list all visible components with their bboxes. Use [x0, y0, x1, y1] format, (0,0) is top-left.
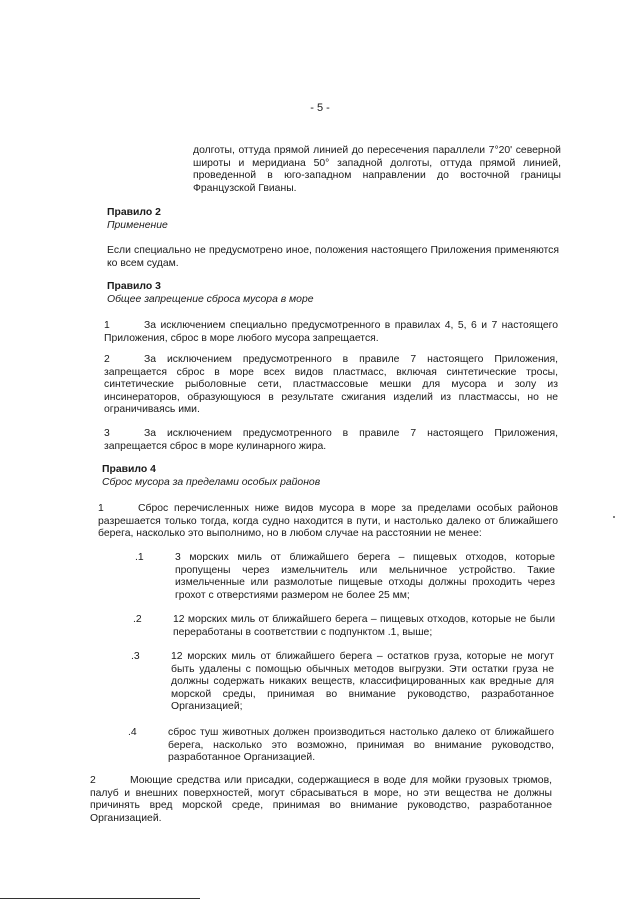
rule3-title: Правило 3 [107, 281, 161, 292]
rule4-subitem-1-text: 3 морских миль от ближайшего берега – пищевых отходов, которые пропущены через измельчитель или мельничное устройство. Такие измельченные или размолотые пищевые отходы должны проходить через грохот с отверстиями размером не более 25 мм; [175, 552, 555, 601]
page-number: - 5 - [310, 102, 330, 114]
rule4-item-1-text: Сброс перечисленных ниже видов мусора в море за пределами особых районов разрешается только тогда, когда судно находится в пути, и настолько далеко от ближайшего берега, насколько это выполнимо, но в любом случае на расстоянии не менее: [98, 503, 558, 540]
rule3-item-3 [104, 428, 558, 453]
rule4-heading [102, 464, 320, 489]
rule4-item-1-number: 1 [98, 503, 104, 514]
rule4-item-2-text: Моющие средства или присадки, содержащиеся в воде для мойки грузовых трюмов, палуб и внешних поверхностей, могут сбрасываться в море, но эти вещества не должны причинять вред морской среде, принимая во внимание руководство, разработанное Организацией. [90, 775, 552, 824]
rule4-subitem-4-text: сброс туш животных должен производиться настолько далеко от ближайшего берега, насколько это возможно, принимая во внимание руководство, разработанное Организацией. [168, 727, 554, 764]
rule4-item-2-number: 2 [90, 775, 96, 786]
intro-paragraph: долготы, оттуда прямой линией до пересечения параллели 7°20' северной широты и меридиана 50° западной долготы, оттуда прямой линией, проведенной в юго-западном направлении до восточной границы Французской Гвианы. [193, 145, 561, 194]
rule3-item-2-number: 2 [104, 354, 110, 365]
rule3-item-3-number: 3 [104, 428, 110, 439]
rule4-subtitle: Сброс мусора за пределами особых районов [102, 476, 321, 488]
rule2-text: Если специально не предусмотрено иное, положения настоящего Приложения применяются ко всем судам. [107, 245, 559, 269]
rule2-title: Правило 2 [107, 207, 161, 218]
rule3-item-2 [104, 354, 558, 417]
rule3-item-3-text: За исключением предусмотренного в правиле 7 настоящего Приложения, запрещается сброс в море кулинарного жира. [104, 428, 558, 452]
scan-speck [613, 516, 615, 518]
rule4-item-1 [98, 503, 558, 541]
rule4-subitem-3-number: .3 [131, 651, 140, 662]
rule3-item-2-text: За исключением предусмотренного в правиле 7 настоящего Приложения, запрещается сброс в море всех видов пластмасс, включая синтетические тросы, синтетические рыболовные сети, пластмассовые мешки для мусора и золу из инсинераторов, образующуюся в результате сжигания изделий из пластмассы, но не ограничиваясь ими. [104, 354, 558, 416]
rule3-heading [107, 281, 314, 306]
rule3-item-1 [104, 320, 558, 345]
rule4-item-2 [90, 775, 552, 825]
rule4-subitem-3-text: 12 морских миль от ближайшего берега – остатков груза, которые не могут быть удалены с помощью обычных методов выгрузки. Эти остатки груза не должны содержать никаких веществ, классифицированных как вредные для морской среды, принимая во внимание руководство, разработанное Организацией; [171, 651, 554, 713]
rule4-subitem-4-number: .4 [128, 727, 137, 738]
rule2-heading [107, 207, 168, 232]
footer-rule [0, 898, 200, 899]
rule3-subtitle: Общее запрещение сброса мусора в море [107, 293, 314, 305]
rule2-subtitle: Применение [107, 219, 168, 231]
rule4-title: Правило 4 [102, 464, 156, 475]
rule4-subitem-2-text: 12 морских миль от ближайшего берега – пищевых отходов, которые не были переработаны в соответствии с подпунктом .1, выше; [173, 614, 555, 638]
rule3-item-1-text: За исключением специально предусмотренного в правилах 4, 5, 6 и 7 настоящего Приложения, сброс в море любого мусора запрещается. [104, 320, 558, 344]
rule4-subitem-2-number: .2 [133, 614, 142, 625]
rule3-item-1-number: 1 [104, 320, 110, 331]
rule4-subitem-1-number: .1 [135, 552, 144, 563]
